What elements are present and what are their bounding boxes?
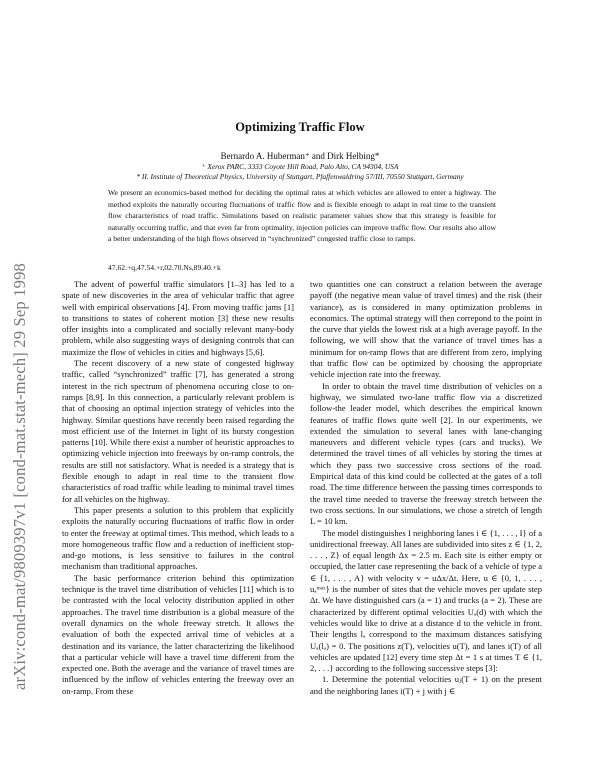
paragraph: In order to obtain the travel time distribution of vehicles on a highway, we simulated two-lane traffic flow via a discretized follow-the leader model, which describes the empirical known features of traffic flows quite well [2]. In our experiments, we extended the simulation to several lanes with lane-changing maneuvers and different vehicle types (cars and trucks). We determined the travel times of all vehicles by storing the times at which they pass two successive cross sections of the road. Empirical data of this kind could be collected at the gates of a toll road. The time difference between the passing times corresponds to the travel time needed to traverse the freeway stretch between the two cross sections. In our simulations, we chose a stretch of length L = 10 km. xyxy=(310,380,542,527)
right-column xyxy=(310,279,542,697)
paragraph: 1. Determine the potential velocities uⱼ(T + 1) on the present and the neighboring lanes i(T) + j with j ∈ xyxy=(310,674,542,696)
paragraph: The advent of powerful traffic simulators [1–3] has led to a spate of new discoveries in the area of vehicular traffic that agree well with empirical observations [4]. From moving traffic jams [1] to transitions to states of coherent motion [3] these new results offer insights into a complicated and socially relevant many-body problem, while also suggesting ways of designing controls that can maximize the flow of vehicles in cities and highways [5,6]. xyxy=(62,279,294,357)
paragraph: This paper presents a solution to this problem that explicitly exploits the naturally occuring fluctuations of traffic flow in order to enter the freeway at optimal times. This method, which leads to a more homogeneous traffic flow and a reduction of inefficient stop-and-go motions, is less sensitive to failures in the control mechanism than traditional approaches. xyxy=(62,504,294,572)
paragraph: The basic performance criterion behind this optimization technique is the travel time distribution of vehicles [11] which is to be contrasted with the local velocity distribution applied in other approaches. The travel time distribution is a global measure of the overall dynamics on the whole freeway stretch. It allows the evaluation of both the expected arrival time of vehicles at a destination and its variance, the latter characterizing the likelihood that a particular vehicle will have a travel time different from the expected one. Both the average and the variance of travel times are influenced by the inflow of vehicles entering the freeway over an on-ramp. From these xyxy=(62,572,294,696)
paper-title: Optimizing Traffic Flow xyxy=(235,120,365,134)
affiliation-stuttgart: * II. Institute of Theoretical Physics, University of Stuttgart, Pfaffenwaldring 57/III, 70550 Stuttgart, Germany xyxy=(136,172,464,181)
paragraph: The model distinguishes I neighboring lanes i ∈ {1, . . . , I} of a unidirectional freeway. All lanes are subdivided into sites z ∈ {1, 2, . . . , Z} of equal length Δx = 2.5 m. Each site is either empty or occupied, the latter case representing the back of a vehicle of type a ∈ {1, . . . , A} with velocity v = uΔx/Δt. Here, u ∈ {0, 1, . . . , uₐᵐᵃˣ} is the number of sites that the vehicle moves per update step Δt. We have distinguished cars (a = 1) and trucks (a = 2). These are characterized by different optimal velocities Uₐ(d) with which the vehicles would like to drive at a distance d to the vehicle in front. Their lengths lₐ correspond to the maximum distances satisfying Uₐ(lₐ) = 0. The positions z(T), velocities u(T), and lanes i(T) of all vehicles are updated [12] every time step Δt = 1 s at times T ∈ {1, 2, . . .} according to the following successive steps [3]: xyxy=(310,527,542,674)
abstract-text: We present an economics-based method for deciding the optimal rates at which vehicles are allowed to enter a highway. The method exploits the naturally occuring fluctuations of traffic flow and is flexible enough to adapt in real time to the transient flow characteristics of road traffic. Simulations based on realistic parameter values show that this strategy is feasible for naturally occurring traffic, and that even far from optimality, injection policies can improve traffic flow. Our results also allow a better understanding of the high flows observed in “synchronized” congested traffic close to ramps. xyxy=(108,188,496,244)
pacs-codes: 47.62.+q,47.54.+r,02.70.Ns,89.40.+k xyxy=(108,263,221,272)
author-list: Bernardo A. Huberman⁺ and Dirk Helbing* xyxy=(220,151,380,161)
paragraph: The recent discovery of a new state of congested highway traffic, called “synchronized” traffic [7], has generated a strong interest in the rich spectrum of phenomena occuring close to on-ramps [8,9]. In this connection, a particularly relevant problem is that of choosing an optimal injection strategy of vehicles into the highway. Similar questions have recently been raised regarding the most efficient use of the Internet in light of its bursty congestion patterns [10]. While there exist a number of heuristic approaches to optimizing vehicle injection into freeways by on-ramp controls, the results are still not satisfactory. What is needed is a strategy that is flexible enough to adapt in real time to the transient flow characteristics of road traffic while leading to minimal travel times for all vehicles on the highway. xyxy=(62,358,294,504)
arxiv-identifier: arXiv:cond-mat/9809397v1 [cond-mat.stat-mech] 29 Sep 1998 xyxy=(10,262,29,690)
paragraph: two quantities one can construct a relation between the average payoff (the negative mean value of travel times) and the risk (their variance), as is considered in many optimization problems in economics. The optimal strategy will then correpond to the point in the curve that yields the lowest risk at a high average payoff. In the following, we will show that the variance of travel times has a minimum for on-ramp flows that are different from zero, implying that traffic flow can be optimized by choosing the appropriate vehicle injection rate into the freeway. xyxy=(310,279,542,380)
affiliation-xerox: ⁺ Xerox PARC, 3333 Coyote Hill Road, Palo Alto, CA 94304, USA xyxy=(201,162,399,171)
left-column xyxy=(62,279,294,697)
